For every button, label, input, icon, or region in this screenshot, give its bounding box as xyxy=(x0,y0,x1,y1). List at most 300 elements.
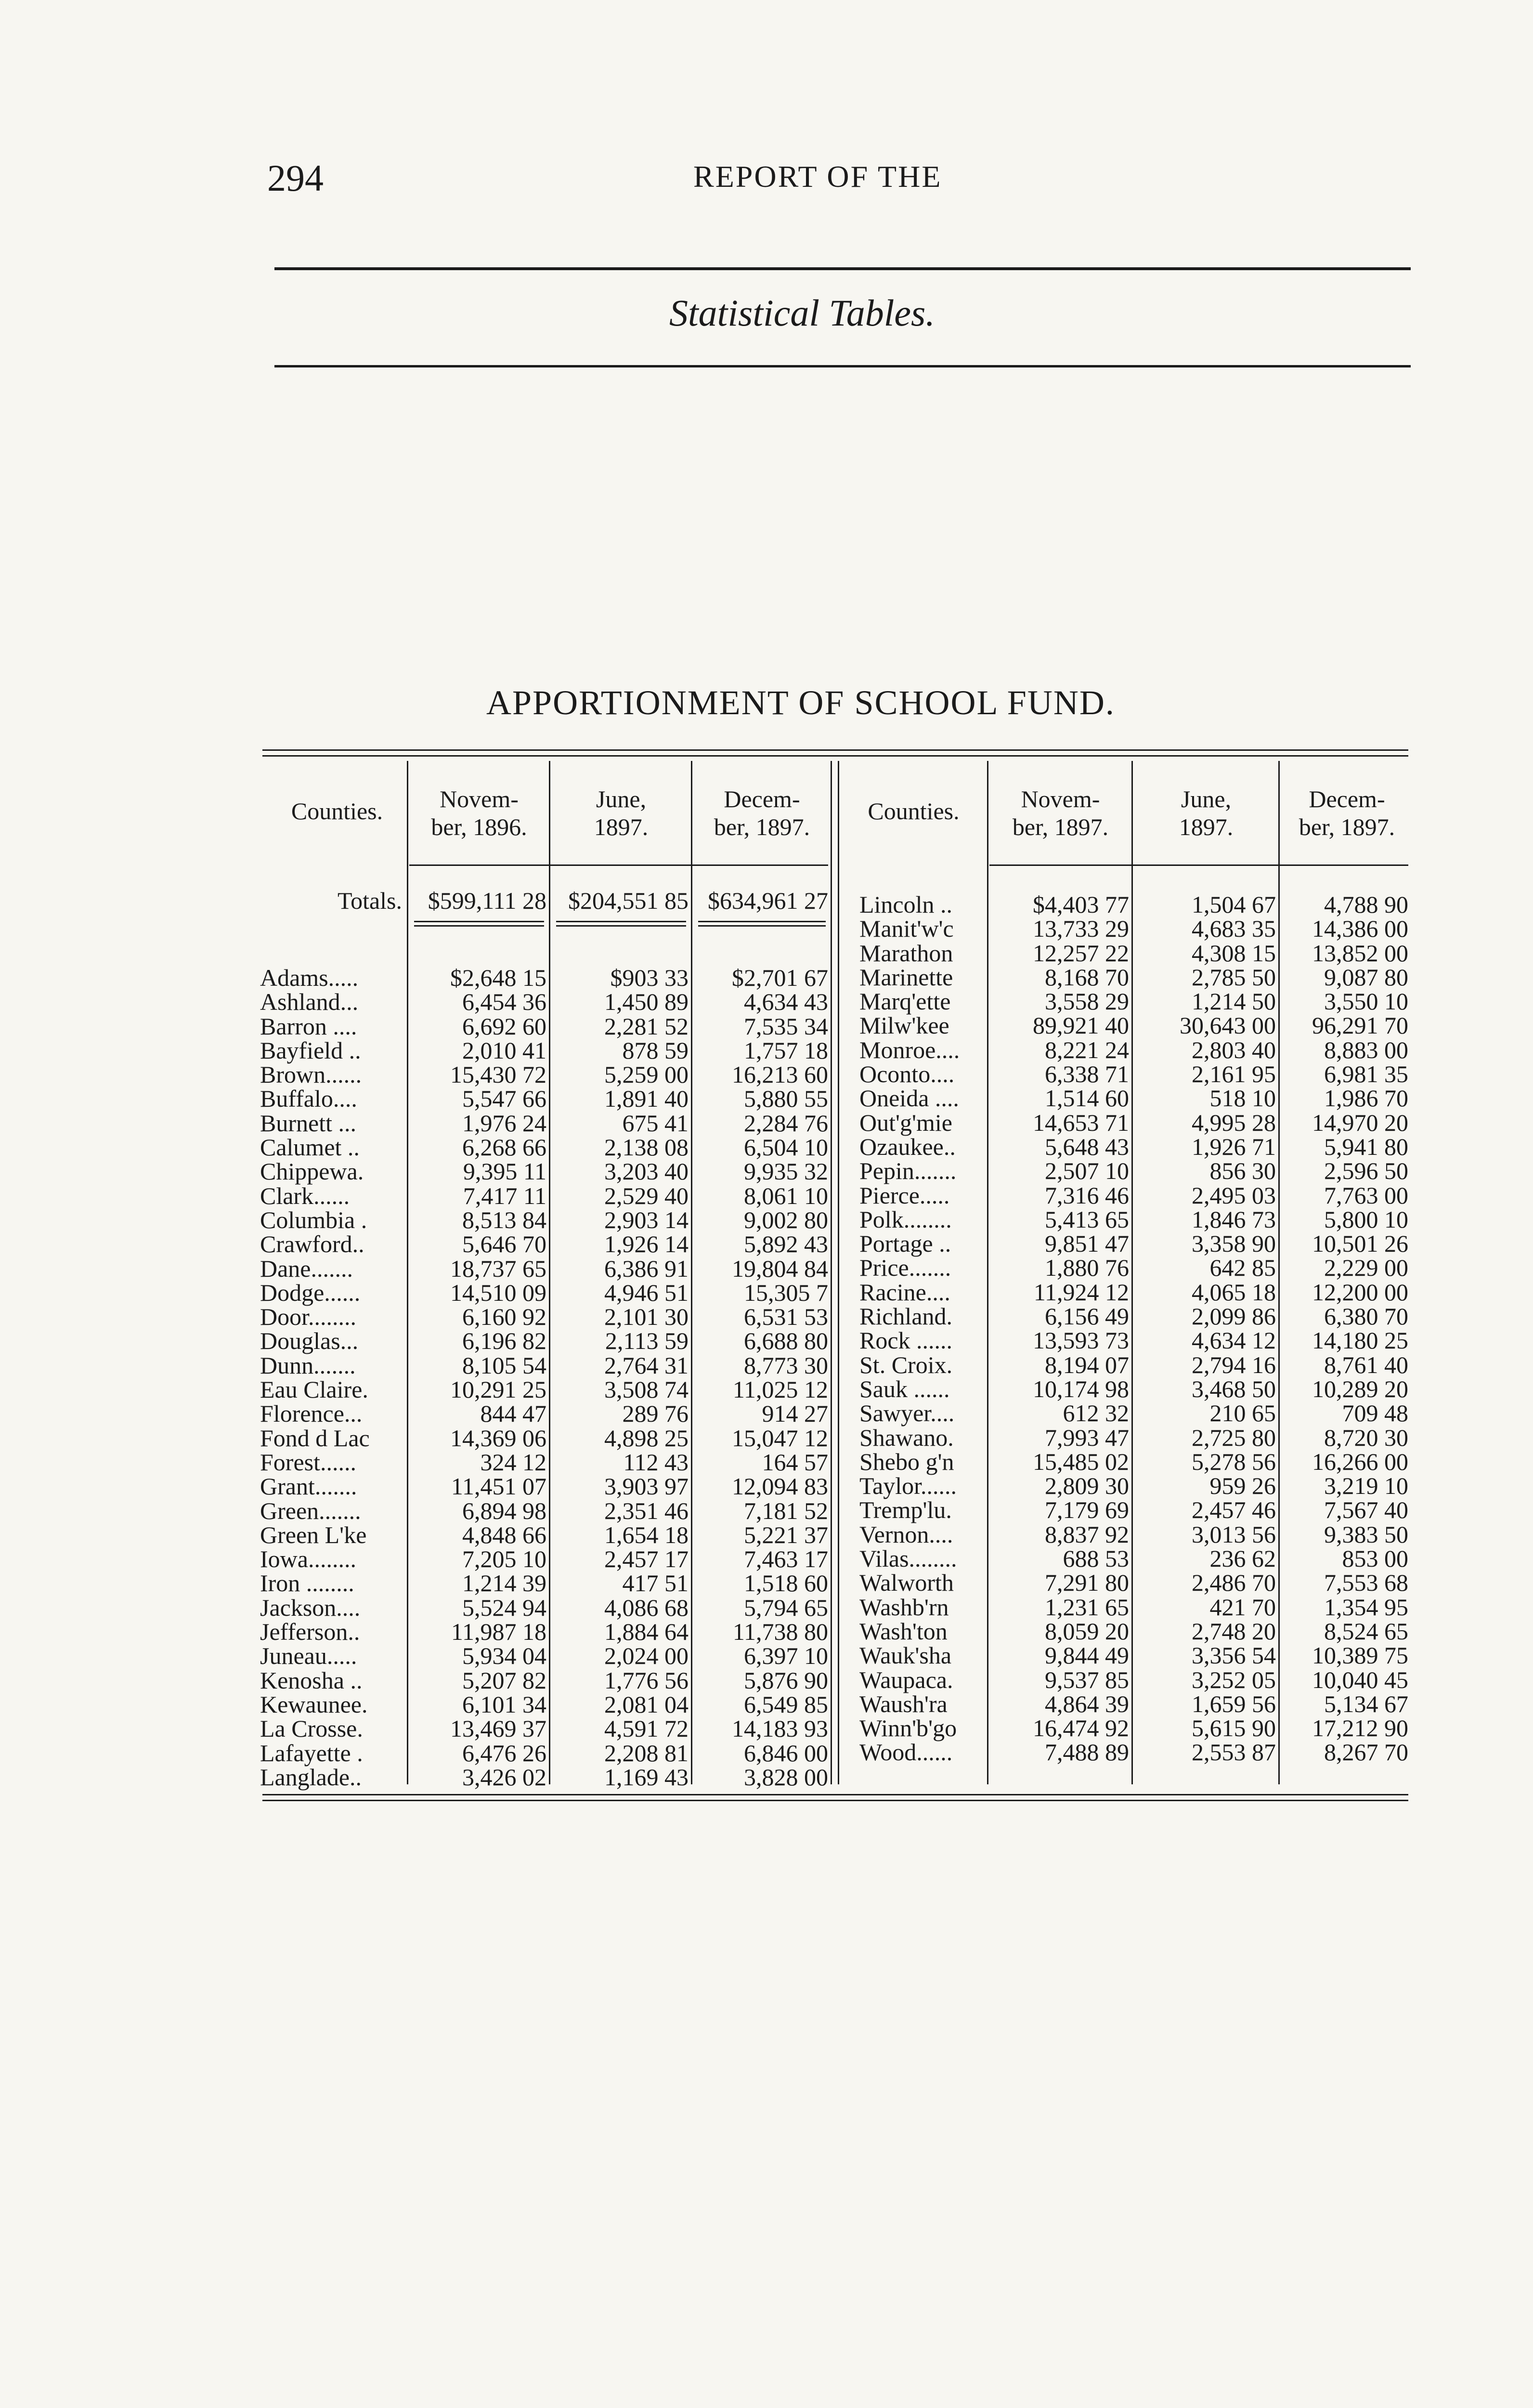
june-amount-cell: 2,081 04 xyxy=(604,1690,689,1718)
june-amount-cell: 289 76 xyxy=(622,1400,689,1427)
nov-amount-cell: 6,338 71 xyxy=(1045,1060,1129,1088)
dec-amount-cell: 7,463 17 xyxy=(744,1545,828,1573)
dec-amount-cell: 9,002 80 xyxy=(744,1206,828,1233)
june-amount-cell: 2,457 17 xyxy=(604,1545,689,1573)
june-amount-cell: 4,308 15 xyxy=(1192,939,1276,967)
table-title: APPORTIONMENT OF SCHOOL FUND. xyxy=(486,683,1115,722)
header-dec-1897-right: Decem- ber, 1897. xyxy=(1299,785,1395,840)
june-amount-cell: 112 43 xyxy=(623,1448,689,1476)
dec-amount-cell: 4,634 43 xyxy=(744,988,828,1016)
dec-amount-cell: 6,549 85 xyxy=(744,1690,828,1718)
county-name-cell: Pierce..... xyxy=(859,1181,950,1209)
nov-amount-cell: 4,848 66 xyxy=(462,1521,546,1548)
dec-amount-cell: 96,291 70 xyxy=(1312,1012,1408,1039)
county-name-cell: Ashland... xyxy=(260,988,359,1016)
county-name-cell: Grant....... xyxy=(260,1473,357,1500)
table-bottom-rule xyxy=(262,1794,1408,1801)
dec-amount-cell: 14,970 20 xyxy=(1312,1109,1408,1136)
june-amount-cell: 2,553 87 xyxy=(1192,1739,1276,1766)
dec-amount-cell: 8,524 65 xyxy=(1324,1617,1408,1645)
header-underline-left xyxy=(409,864,828,866)
dec-amount-cell: 7,181 52 xyxy=(744,1497,828,1524)
dec-amount-cell: 15,305 7 xyxy=(744,1279,828,1306)
county-name-cell: Iron ........ xyxy=(260,1570,354,1597)
nov-amount-cell: 14,369 06 xyxy=(450,1424,546,1452)
dec-amount-cell: 5,221 37 xyxy=(744,1521,828,1548)
column-divider xyxy=(1131,761,1133,1784)
dec-amount-cell: 8,761 40 xyxy=(1324,1351,1408,1378)
header-nov-1897: Novem- ber, 1897. xyxy=(1012,785,1109,840)
nov-amount-cell: 1,231 65 xyxy=(1045,1593,1129,1621)
june-amount-cell: 959 26 xyxy=(1209,1472,1276,1500)
nov-amount-cell: 2,507 10 xyxy=(1045,1157,1129,1185)
nov-amount-cell: 6,196 82 xyxy=(462,1327,546,1355)
county-name-cell: Sauk ...... xyxy=(859,1375,950,1402)
dec-amount-cell: 6,531 53 xyxy=(744,1303,828,1331)
june-amount-cell: 2,495 03 xyxy=(1192,1181,1276,1209)
june-amount-cell: 4,946 51 xyxy=(604,1279,689,1306)
county-name-cell: Green L'ke xyxy=(260,1521,367,1548)
county-name-cell: Out'g'mie xyxy=(859,1109,952,1136)
right-dec-column xyxy=(1281,892,1408,1765)
nov-amount-cell: 15,485 02 xyxy=(1033,1448,1129,1475)
nov-amount-cell: 2,809 30 xyxy=(1045,1472,1129,1500)
june-amount-cell: 4,898 25 xyxy=(604,1424,689,1452)
county-name-cell: Marq'ette xyxy=(859,988,951,1015)
dec-amount-cell: 14,183 93 xyxy=(732,1715,828,1742)
dec-amount-cell: 7,763 00 xyxy=(1324,1181,1408,1209)
june-amount-cell: 1,846 73 xyxy=(1192,1205,1276,1233)
dec-amount-cell: 5,876 90 xyxy=(744,1666,828,1694)
dec-amount-cell: 15,047 12 xyxy=(732,1424,828,1452)
county-name-cell: Adams..... xyxy=(260,964,359,991)
dec-amount-cell: 164 57 xyxy=(762,1448,828,1476)
june-amount-cell: 2,101 30 xyxy=(604,1303,689,1331)
nov-amount-cell: 3,558 29 xyxy=(1045,988,1129,1015)
county-name-cell: Fond d Lac xyxy=(260,1424,370,1452)
june-amount-cell: 3,508 74 xyxy=(604,1376,689,1403)
dec-amount-cell: 6,504 10 xyxy=(744,1134,828,1161)
county-name-cell: Iowa........ xyxy=(260,1545,356,1573)
june-amount-cell: 4,086 68 xyxy=(604,1594,689,1621)
june-amount-cell: 210 65 xyxy=(1209,1400,1276,1427)
county-name-cell: La Crosse. xyxy=(260,1715,363,1742)
county-name-cell: Ozaukee.. xyxy=(859,1133,956,1160)
nov-amount-cell: 6,894 98 xyxy=(462,1497,546,1524)
dec-amount-cell: 7,535 34 xyxy=(744,1012,828,1040)
county-name-cell: Washb'rn xyxy=(859,1593,949,1621)
june-amount-cell: 2,024 00 xyxy=(604,1642,689,1670)
left-nov-column xyxy=(409,966,546,1789)
june-amount-cell: 5,278 56 xyxy=(1192,1448,1276,1475)
dec-amount-cell: 5,892 43 xyxy=(744,1230,828,1258)
table-top-rule xyxy=(262,749,1408,757)
nov-amount-cell: 9,537 85 xyxy=(1045,1666,1129,1693)
nov-amount-cell: 1,214 39 xyxy=(462,1570,546,1597)
dec-amount-cell: 709 48 xyxy=(1342,1400,1408,1427)
nov-amount-cell: 11,924 12 xyxy=(1033,1278,1129,1306)
june-amount-cell: 4,995 28 xyxy=(1192,1109,1276,1136)
dec-amount-cell: 8,883 00 xyxy=(1324,1036,1408,1063)
nov-amount-cell: 7,291 80 xyxy=(1045,1569,1129,1597)
june-amount-cell: 2,529 40 xyxy=(604,1182,689,1209)
june-amount-cell: 6,386 91 xyxy=(604,1255,689,1282)
nov-amount-cell: 7,316 46 xyxy=(1045,1181,1129,1209)
june-amount-cell: 856 30 xyxy=(1209,1157,1276,1185)
june-amount-cell: 3,252 05 xyxy=(1192,1666,1276,1693)
county-name-cell: Brown...... xyxy=(260,1061,362,1088)
dec-amount-cell: 11,738 80 xyxy=(732,1618,828,1646)
page-number: 294 xyxy=(267,157,324,199)
county-name-cell: Chippewa. xyxy=(260,1158,364,1185)
county-name-cell: Price....... xyxy=(859,1254,951,1282)
june-amount-cell: 1,214 50 xyxy=(1192,988,1276,1015)
header-underline-right xyxy=(989,864,1408,866)
county-name-cell: Walworth xyxy=(859,1569,954,1597)
dec-amount-cell: 9,087 80 xyxy=(1324,963,1408,991)
dec-amount-cell: 914 27 xyxy=(762,1400,828,1427)
dec-amount-cell: 9,935 32 xyxy=(744,1158,828,1185)
nov-amount-cell: $2,648 15 xyxy=(450,964,546,991)
june-amount-cell: 3,468 50 xyxy=(1192,1375,1276,1402)
dec-amount-cell: 1,986 70 xyxy=(1324,1085,1408,1112)
column-divider xyxy=(838,761,839,1784)
dec-amount-cell: 11,025 12 xyxy=(732,1376,828,1403)
left-dec-column xyxy=(693,966,828,1789)
header-dec-1897-left: Decem- ber, 1897. xyxy=(714,785,810,840)
county-name-cell: Juneau..... xyxy=(260,1642,357,1670)
june-amount-cell: 2,138 08 xyxy=(604,1134,689,1161)
county-name-cell: Lafayette . xyxy=(260,1739,363,1767)
nov-amount-cell: 13,733 29 xyxy=(1033,915,1129,942)
june-amount-cell: 2,113 59 xyxy=(605,1327,689,1355)
dec-amount-cell: 10,501 26 xyxy=(1312,1230,1408,1257)
dec-amount-cell: 5,800 10 xyxy=(1324,1205,1408,1233)
june-amount-cell: 1,450 89 xyxy=(604,988,689,1016)
county-name-cell: Marinette xyxy=(859,963,953,991)
nov-amount-cell: 7,488 89 xyxy=(1045,1739,1129,1766)
column-divider xyxy=(831,761,832,1784)
totals-dec: $634,961 27 xyxy=(708,887,828,914)
nov-amount-cell: 5,207 82 xyxy=(462,1666,546,1694)
nov-amount-cell: 11,987 18 xyxy=(451,1618,546,1646)
county-name-cell: Jackson.... xyxy=(260,1594,361,1621)
county-name-cell: Richland. xyxy=(859,1303,953,1330)
county-name-cell: Wood...... xyxy=(859,1739,953,1766)
county-name-cell: Marathon xyxy=(859,939,953,967)
dec-amount-cell: 10,289 20 xyxy=(1312,1375,1408,1402)
county-name-cell: Langlade.. xyxy=(260,1763,362,1791)
june-amount-cell: 2,748 20 xyxy=(1192,1617,1276,1645)
dec-amount-cell: 8,773 30 xyxy=(744,1351,828,1379)
county-name-cell: Sawyer.... xyxy=(859,1400,955,1427)
county-name-cell: Vernon.... xyxy=(859,1520,953,1548)
totals-label: Totals. xyxy=(338,887,402,914)
header-june-1897-right: June, 1897. xyxy=(1179,785,1234,840)
june-amount-cell: 675 41 xyxy=(622,1109,689,1137)
nov-amount-cell: 9,844 49 xyxy=(1045,1642,1129,1669)
june-amount-cell: 2,486 70 xyxy=(1192,1569,1276,1597)
county-name-cell: Florence... xyxy=(260,1400,363,1427)
column-divider xyxy=(691,761,692,1784)
nov-amount-cell: 14,510 09 xyxy=(450,1279,546,1306)
dec-amount-cell: 6,846 00 xyxy=(744,1739,828,1767)
county-name-cell: Waupaca. xyxy=(859,1666,953,1693)
totals-rule xyxy=(556,921,686,927)
dec-amount-cell: 16,266 00 xyxy=(1312,1448,1408,1475)
dec-amount-cell: 7,553 68 xyxy=(1324,1569,1408,1597)
county-name-cell: Kenosha .. xyxy=(260,1666,363,1694)
county-name-cell: Taylor...... xyxy=(859,1472,957,1500)
dec-amount-cell: 6,397 10 xyxy=(744,1642,828,1670)
nov-amount-cell: $4,403 77 xyxy=(1033,891,1129,918)
dec-amount-cell: 13,852 00 xyxy=(1312,939,1408,967)
june-amount-cell: 5,259 00 xyxy=(604,1061,689,1088)
totals-june: $204,551 85 xyxy=(568,887,689,914)
county-name-cell: Shebo g'n xyxy=(859,1448,954,1475)
june-amount-cell: 2,099 86 xyxy=(1192,1303,1276,1330)
nov-amount-cell: 5,524 94 xyxy=(462,1594,546,1621)
county-name-cell: Jefferson.. xyxy=(260,1618,360,1646)
dec-amount-cell: 3,550 10 xyxy=(1324,988,1408,1015)
column-divider xyxy=(1278,761,1280,1784)
county-name-cell: Oconto.... xyxy=(859,1060,955,1088)
county-name-cell: Shawano. xyxy=(859,1424,954,1451)
nov-amount-cell: 324 12 xyxy=(480,1448,546,1476)
county-name-cell: Barron .... xyxy=(260,1012,357,1040)
nov-amount-cell: 5,646 70 xyxy=(462,1230,546,1258)
nov-amount-cell: 10,291 25 xyxy=(450,1376,546,1403)
county-name-cell: Dodge...... xyxy=(260,1279,361,1306)
dec-amount-cell: 6,688 80 xyxy=(744,1327,828,1355)
june-amount-cell: 4,683 35 xyxy=(1192,915,1276,942)
dec-amount-cell: 19,804 84 xyxy=(732,1255,828,1282)
june-amount-cell: 3,358 90 xyxy=(1192,1230,1276,1257)
june-amount-cell: 4,065 18 xyxy=(1192,1278,1276,1306)
nov-amount-cell: 4,864 39 xyxy=(1045,1690,1129,1717)
nov-amount-cell: 14,653 71 xyxy=(1033,1109,1129,1136)
county-name-cell: St. Croix. xyxy=(859,1351,953,1378)
june-amount-cell: 2,161 95 xyxy=(1192,1060,1276,1088)
june-amount-cell: 1,659 56 xyxy=(1192,1690,1276,1717)
county-name-cell: Manit'w'c xyxy=(859,915,954,942)
county-name-cell: Burnett ... xyxy=(260,1109,356,1137)
june-amount-cell: 30,643 00 xyxy=(1180,1012,1276,1039)
nov-amount-cell: 8,059 20 xyxy=(1045,1617,1129,1645)
nov-amount-cell: 89,921 40 xyxy=(1033,1012,1129,1039)
nov-amount-cell: 8,168 70 xyxy=(1045,963,1129,991)
nov-amount-cell: 6,476 26 xyxy=(462,1739,546,1767)
nov-amount-cell: 8,221 24 xyxy=(1045,1036,1129,1063)
june-amount-cell: 2,457 46 xyxy=(1192,1496,1276,1524)
june-amount-cell: 3,903 97 xyxy=(604,1473,689,1500)
nov-amount-cell: 13,469 37 xyxy=(450,1715,546,1742)
dec-amount-cell: 6,981 35 xyxy=(1324,1060,1408,1088)
dec-amount-cell: 8,061 10 xyxy=(744,1182,828,1209)
nov-amount-cell: 2,010 41 xyxy=(462,1036,546,1064)
county-name-cell: Pepin....... xyxy=(859,1157,957,1185)
totals-rule xyxy=(414,921,544,927)
right-nov-column xyxy=(989,892,1129,1765)
county-name-cell: Winn'b'go xyxy=(859,1714,957,1742)
dec-amount-cell: $2,701 67 xyxy=(732,964,828,991)
nov-amount-cell: 3,426 02 xyxy=(462,1763,546,1791)
june-amount-cell: $903 33 xyxy=(610,964,689,991)
dec-amount-cell: 9,383 50 xyxy=(1324,1520,1408,1548)
june-amount-cell: 2,351 46 xyxy=(604,1497,689,1524)
june-amount-cell: 2,725 80 xyxy=(1192,1424,1276,1451)
nov-amount-cell: 6,268 66 xyxy=(462,1134,546,1161)
june-amount-cell: 1,926 71 xyxy=(1192,1133,1276,1160)
nov-amount-cell: 6,692 60 xyxy=(462,1012,546,1040)
nov-amount-cell: 6,156 49 xyxy=(1045,1303,1129,1330)
june-amount-cell: 236 62 xyxy=(1209,1545,1276,1572)
nov-amount-cell: 9,851 47 xyxy=(1045,1230,1129,1257)
nov-amount-cell: 5,413 65 xyxy=(1045,1205,1129,1233)
county-name-cell: Monroe.... xyxy=(859,1036,960,1063)
running-head: REPORT OF THE xyxy=(693,159,942,194)
county-name-cell: Eau Claire. xyxy=(260,1376,368,1403)
dec-amount-cell: 1,518 60 xyxy=(744,1570,828,1597)
june-amount-cell: 3,013 56 xyxy=(1192,1520,1276,1548)
totals-rule xyxy=(698,921,826,927)
june-amount-cell: 3,203 40 xyxy=(604,1158,689,1185)
county-name-cell: Dunn....... xyxy=(260,1351,356,1379)
column-divider xyxy=(407,761,408,1784)
june-amount-cell: 2,803 40 xyxy=(1192,1036,1276,1063)
county-name-cell: Bayfield .. xyxy=(260,1036,361,1064)
june-amount-cell: 1,926 14 xyxy=(604,1230,689,1258)
county-name-cell: Wash'ton xyxy=(859,1617,948,1645)
header-nov-1896: Novem- ber, 1896. xyxy=(431,785,527,840)
nov-amount-cell: 8,105 54 xyxy=(462,1351,546,1379)
dec-amount-cell: 3,828 00 xyxy=(744,1763,828,1791)
nov-amount-cell: 7,179 69 xyxy=(1045,1496,1129,1524)
county-name-cell: Lincoln .. xyxy=(859,891,953,918)
nov-amount-cell: 6,160 92 xyxy=(462,1303,546,1331)
dec-amount-cell: 1,354 95 xyxy=(1324,1593,1408,1621)
nov-amount-cell: 1,514 60 xyxy=(1045,1085,1129,1112)
header-counties-left: Counties. xyxy=(291,798,383,824)
nov-amount-cell: 8,837 92 xyxy=(1045,1520,1129,1548)
june-amount-cell: 518 10 xyxy=(1209,1085,1276,1112)
nov-amount-cell: 844 47 xyxy=(480,1400,546,1427)
dec-amount-cell: 5,941 80 xyxy=(1324,1133,1408,1160)
county-name-cell: Green....... xyxy=(260,1497,361,1524)
right-county-column xyxy=(859,892,987,1765)
header-counties-right: Counties. xyxy=(868,798,960,824)
dec-amount-cell: 5,134 67 xyxy=(1324,1690,1408,1717)
june-amount-cell: 1,169 43 xyxy=(604,1763,689,1791)
county-name-cell: Douglas... xyxy=(260,1327,359,1355)
june-amount-cell: 1,884 64 xyxy=(604,1618,689,1646)
nov-amount-cell: 5,547 66 xyxy=(462,1085,546,1112)
nov-amount-cell: 8,513 84 xyxy=(462,1206,546,1233)
header-rule xyxy=(274,267,1411,270)
header-june-1897-left: June, 1897. xyxy=(594,785,649,840)
county-name-cell: Portage .. xyxy=(859,1230,951,1257)
county-name-cell: Crawford.. xyxy=(260,1230,364,1258)
county-name-cell: Wauk'sha xyxy=(859,1642,952,1669)
dec-amount-cell: 14,180 25 xyxy=(1312,1327,1408,1354)
dec-amount-cell: 2,229 00 xyxy=(1324,1254,1408,1282)
june-amount-cell: 421 70 xyxy=(1209,1593,1276,1621)
county-name-cell: Buffalo.... xyxy=(260,1085,357,1112)
column-divider xyxy=(549,761,550,1784)
section-title: Statistical Tables. xyxy=(669,292,935,334)
county-name-cell: Waush'ra xyxy=(859,1690,948,1717)
june-amount-cell: 4,591 72 xyxy=(604,1715,689,1742)
dec-amount-cell: 4,788 90 xyxy=(1324,891,1408,918)
nov-amount-cell: 15,430 72 xyxy=(450,1061,546,1088)
county-name-cell: Forest...... xyxy=(260,1448,356,1476)
dec-amount-cell: 853 00 xyxy=(1342,1545,1408,1572)
county-name-cell: Tremp'lu. xyxy=(859,1496,952,1524)
county-name-cell: Columbia . xyxy=(260,1206,367,1233)
dec-amount-cell: 5,794 65 xyxy=(744,1594,828,1621)
nov-amount-cell: 6,101 34 xyxy=(462,1690,546,1718)
nov-amount-cell: 6,454 36 xyxy=(462,988,546,1016)
june-amount-cell: 642 85 xyxy=(1209,1254,1276,1282)
dec-amount-cell: 16,213 60 xyxy=(732,1061,828,1088)
section-rule xyxy=(274,365,1411,367)
county-name-cell: Clark...... xyxy=(260,1182,350,1209)
county-name-cell: Dane....... xyxy=(260,1255,353,1282)
county-name-cell: Polk........ xyxy=(859,1205,952,1233)
nov-amount-cell: 5,934 04 xyxy=(462,1642,546,1670)
june-amount-cell: 2,208 81 xyxy=(604,1739,689,1767)
june-amount-cell: 417 51 xyxy=(622,1570,689,1597)
june-amount-cell: 1,654 18 xyxy=(604,1521,689,1548)
nov-amount-cell: 12,257 22 xyxy=(1033,939,1129,967)
county-name-cell: Oneida .... xyxy=(859,1085,959,1112)
county-name-cell: Door........ xyxy=(260,1303,356,1331)
county-name-cell: Vilas........ xyxy=(859,1545,957,1572)
nov-amount-cell: 8,194 07 xyxy=(1045,1351,1129,1378)
june-amount-cell: 4,634 12 xyxy=(1192,1327,1276,1354)
county-name-cell: Racine.... xyxy=(859,1278,950,1306)
june-amount-cell: 3,356 54 xyxy=(1192,1642,1276,1669)
nov-amount-cell: 1,880 76 xyxy=(1045,1254,1129,1282)
dec-amount-cell: 12,200 00 xyxy=(1312,1278,1408,1306)
left-june-column xyxy=(551,966,689,1789)
dec-amount-cell: 5,880 55 xyxy=(744,1085,828,1112)
dec-amount-cell: 6,380 70 xyxy=(1324,1303,1408,1330)
june-amount-cell: 2,794 16 xyxy=(1192,1351,1276,1378)
dec-amount-cell: 10,040 45 xyxy=(1312,1666,1408,1693)
dec-amount-cell: 2,284 76 xyxy=(744,1109,828,1137)
june-amount-cell: 878 59 xyxy=(622,1036,689,1064)
nov-amount-cell: 9,395 11 xyxy=(463,1158,546,1185)
county-name-cell: Kewaunee. xyxy=(260,1690,368,1718)
nov-amount-cell: 18,737 65 xyxy=(450,1255,546,1282)
nov-amount-cell: 10,174 98 xyxy=(1033,1375,1129,1402)
june-amount-cell: 2,281 52 xyxy=(604,1012,689,1040)
nov-amount-cell: 7,993 47 xyxy=(1045,1424,1129,1451)
dec-amount-cell: 3,219 10 xyxy=(1324,1472,1408,1500)
nov-amount-cell: 612 32 xyxy=(1063,1400,1129,1427)
county-name-cell: Milw'kee xyxy=(859,1012,949,1039)
dec-amount-cell: 10,389 75 xyxy=(1312,1642,1408,1669)
left-county-column xyxy=(260,966,404,1789)
june-amount-cell: 2,764 31 xyxy=(604,1351,689,1379)
county-name-cell: Calumet .. xyxy=(260,1134,360,1161)
nov-amount-cell: 688 53 xyxy=(1063,1545,1129,1572)
dec-amount-cell: 12,094 83 xyxy=(732,1473,828,1500)
nov-amount-cell: 7,205 10 xyxy=(462,1545,546,1573)
nov-amount-cell: 7,417 11 xyxy=(463,1182,546,1209)
dec-amount-cell: 7,567 40 xyxy=(1324,1496,1408,1524)
